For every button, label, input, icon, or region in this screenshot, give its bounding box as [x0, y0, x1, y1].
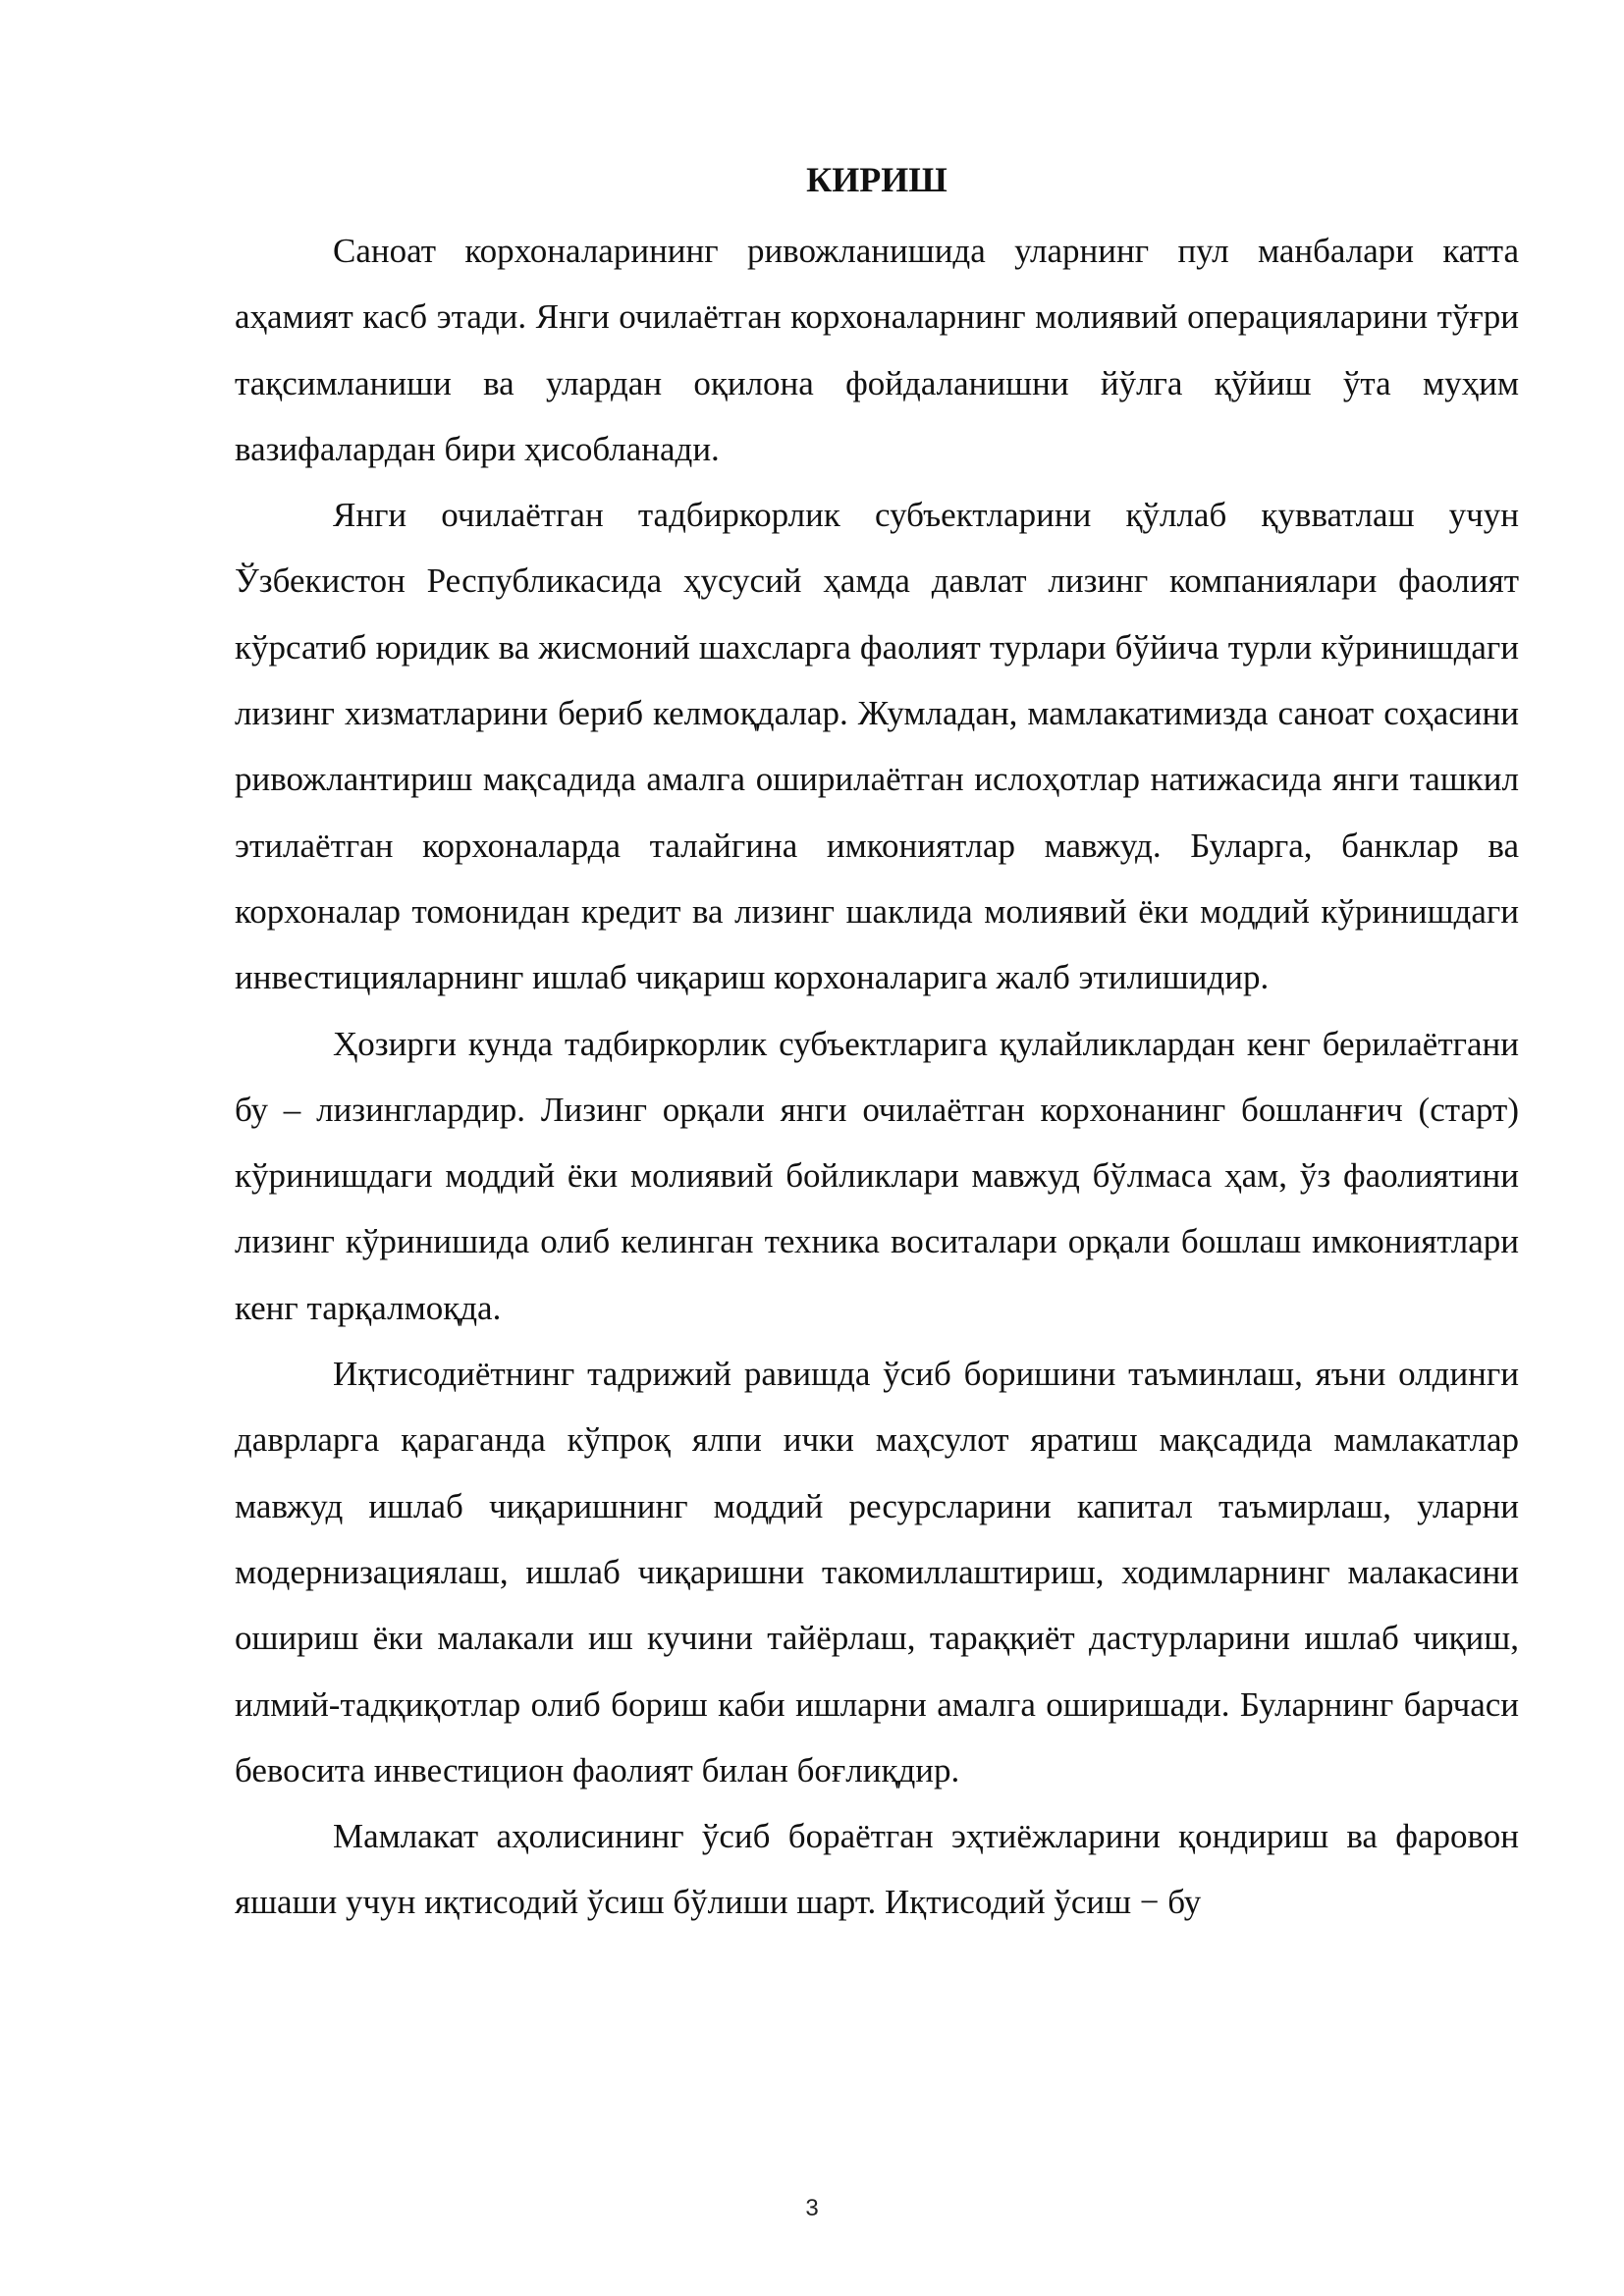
- paragraph-2: Янги очилаётган тадбиркорлик субъектларини қўллаб қувватлаш учун Ўзбекистон Республикасида ҳусусий ҳамда давлат лизинг компаниялари фаолият кўрсатиб юридик ва жисмоний шахсларга фаолият турлари бўйича турли кўринишдаги лизинг хизматларини бериб келмоқдалар. Жумладан, мамлакатимизда саноат соҳасини ривожлантириш мақсадида амалга оширилаётган ислоҳотлар натижасида янги ташкил этилаётган корхоналарда талайгина имкониятлар мавжуд. Буларга, банклар ва корхоналар томонидан кредит ва лизинг шаклида молиявий ёки моддий кўринишдаги инвестицияларнинг ишлаб чиқариш корхоналарига жалб этилишидир.: [235, 496, 1519, 997]
- page-content: [235, 152, 1519, 1936]
- paragraph-5: Мамлакат аҳолисининг ўсиб бораётган эҳтиёжларини қондириш ва фаровон яшаши учун иқтисодий ўсиш бўлиши шарт. Иқтисодий ўсиш − бу: [235, 1817, 1519, 1922]
- page-number: 3: [805, 2195, 819, 2221]
- paragraph-1: Саноат корхоналарининг ривожланишида уларнинг пул манбалари катта аҳамият касб этади. Янги очилаётган корхоналарнинг молиявий операцияларини тўғри тақсимланиши ва улардан оқилона фойдаланишни йўлга қўйиш ўта муҳим вазифалардан бири ҳисобланади.: [235, 232, 1519, 468]
- paragraph-3: Ҳозирги кунда тадбиркорлик субъектларига қулайликлардан кенг берилаётгани бу – лизинглардир. Лизинг орқали янги очилаётган корхонанинг бошланғич (старт) кўринишдаги моддий ёки молиявий бойликлари мавжуд бўлмаса ҳам, ўз фаолиятини лизинг кўринишида олиб келинган техника воситалари орқали бошлаш имкониятлари кенг тарқалмоқда.: [235, 1024, 1519, 1327]
- paragraph-4: Иқтисодиётнинг тадрижий равишда ўсиб боришини таъминлаш, яъни олдинги даврларга қараганда кўпроқ ялпи ички маҳсулот яратиш мақсадида мамлакатлар мавжуд ишлаб чиқаришнинг моддий ресурсларини капитал таъмирлаш, уларни модернизациялаш, ишлаб чиқаришни такомиллаштириш, ходимларнинг малакасини ошириш ёки малакали иш кучини тайёрлаш, тараққиёт дастурларини ишлаб чиқиш, илмий-тадқиқотлар олиб бориш каби ишларни амалга оширишади. Буларнинг барчаси бевосита инвестицион фаолият билан боғлиқдир.: [235, 1355, 1519, 1789]
- section-title: КИРИШ: [806, 160, 947, 199]
